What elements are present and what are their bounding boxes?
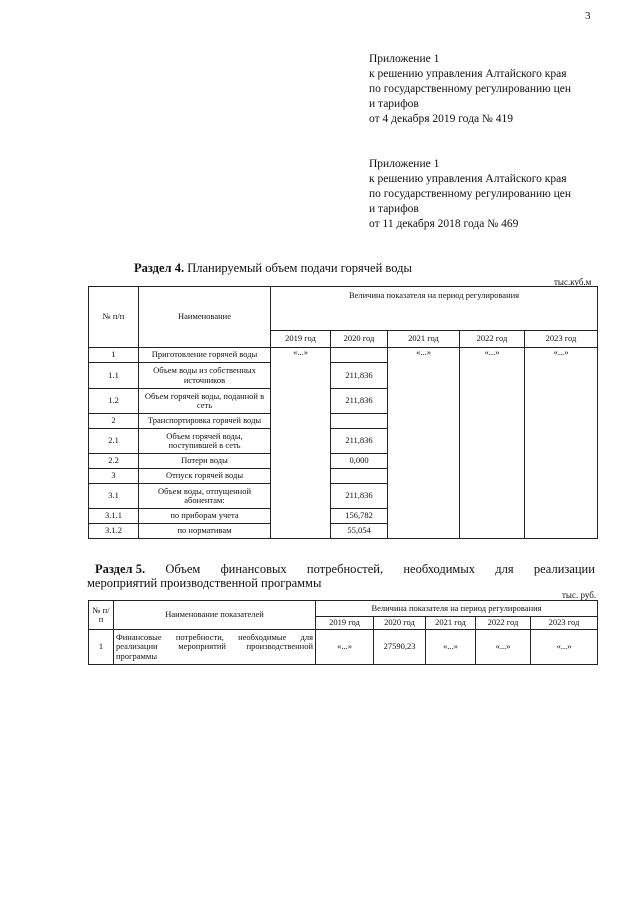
cell-2020: 211,836: [331, 484, 388, 509]
section-5-unit: тыс. руб.: [562, 590, 597, 600]
appendix-line: от 4 декабря 2019 года № 419: [369, 113, 514, 125]
cell-2020: 27590,23: [374, 630, 426, 665]
cell-2020: 211,836: [331, 429, 388, 454]
cell-2020: 55,054: [331, 524, 388, 539]
page-number: 3: [585, 10, 591, 22]
row-name: Объем воды, отпущенной абонентам:: [139, 484, 271, 509]
cell-2020: 211,836: [331, 363, 388, 389]
cell-2020: 156,782: [331, 509, 388, 524]
table-row: [89, 348, 598, 363]
row-name: Приготовление горячей воды: [139, 348, 271, 363]
title-word: потребностей,: [306, 562, 384, 576]
row-num: 1.2: [89, 389, 139, 414]
col-header-period: Величина показателя на период регулирования: [271, 287, 598, 331]
cell-2022: «...»: [476, 630, 531, 665]
appendix-line: к решению управления Алтайского края: [369, 173, 567, 185]
col-header-name: Наименование: [139, 287, 271, 348]
col-header-year: 2023 год: [531, 617, 598, 630]
cell-2022: «...»: [460, 348, 525, 539]
row-num: 3.1.2: [89, 524, 139, 539]
row-name: Объем горячей воды, поданной в сеть: [139, 389, 271, 414]
title-word: Объем: [165, 562, 201, 576]
row-num: 1: [89, 630, 114, 665]
section-5-title: [87, 562, 595, 590]
col-header-year: 2019 год: [271, 331, 331, 348]
row-num: 2: [89, 414, 139, 429]
col-header-num: № п/п: [89, 287, 139, 348]
row-name: Транспортировка горячей воды: [139, 414, 271, 429]
row-num: 2.1: [89, 429, 139, 454]
col-header-year: 2020 год: [331, 331, 388, 348]
row-num: 3: [89, 469, 139, 484]
cell-2019: «...»: [271, 348, 331, 539]
row-num: 2.2: [89, 454, 139, 469]
row-name: по приборам учета: [139, 509, 271, 524]
cell-2020: [331, 469, 388, 484]
row-num: 3.1.1: [89, 509, 139, 524]
section-4-unit: тыс.куб.м: [554, 277, 592, 287]
appendix-header-previous: [369, 157, 609, 232]
appendix-line: Приложение 1: [369, 158, 440, 170]
col-header-period: Величина показателя на период регулирования: [316, 601, 598, 617]
row-name: Финансовые потребности, необходимые для реализации мероприятий производственной программы: [114, 630, 316, 665]
cell-2020: [331, 414, 388, 429]
appendix-line: к решению управления Алтайского края: [369, 68, 567, 80]
appendix-header-current: [369, 52, 609, 127]
appendix-line: по государственному регулированию цен: [369, 188, 572, 200]
section-4-heading: Планируемый объем подачи горячей воды: [187, 261, 412, 275]
appendix-line: и тарифов: [369, 98, 419, 110]
appendix-line: от 11 декабря 2018 года № 469: [369, 218, 519, 230]
col-header-year: 2023 год: [525, 331, 598, 348]
row-name: Объем воды из собственных источников: [139, 363, 271, 389]
col-header-year: 2019 год: [316, 617, 374, 630]
row-num: 1: [89, 348, 139, 363]
col-header-num: № п/п: [89, 601, 114, 630]
row-name: Объем горячей воды, поступившей в сеть: [139, 429, 271, 454]
cell-2023: «...»: [525, 348, 598, 539]
appendix-line: и тарифов: [369, 203, 419, 215]
section-5-heading-line2: мероприятий производственной программы: [87, 576, 322, 590]
col-header-year: 2020 год: [374, 617, 426, 630]
cell-2021: «...»: [426, 630, 476, 665]
section-5-label: Раздел 5.: [95, 562, 146, 576]
water-volume-table: [88, 286, 598, 539]
section-4-label: Раздел 4.: [134, 261, 185, 275]
cell-2020: 0,000: [331, 454, 388, 469]
col-header-year: 2022 год: [476, 617, 531, 630]
appendix-line: по государственному регулированию цен: [369, 83, 572, 95]
cell-2020: 211,836: [331, 389, 388, 414]
col-header-year: 2021 год: [388, 331, 460, 348]
col-header-year: 2022 год: [460, 331, 525, 348]
row-name: Потери воды: [139, 454, 271, 469]
row-num: 3.1: [89, 484, 139, 509]
col-header-year: 2021 год: [426, 617, 476, 630]
appendix-line: Приложение 1: [369, 53, 440, 65]
row-num: 1.1: [89, 363, 139, 389]
table-row: [89, 630, 598, 665]
title-word: финансовых: [220, 562, 287, 576]
title-word: реализации: [533, 562, 595, 576]
title-word: для: [495, 562, 514, 576]
col-header-name: Наименование показателей: [114, 601, 316, 630]
cell-2020: [331, 348, 388, 363]
row-name: Отпуск горячей воды: [139, 469, 271, 484]
cell-2023: «...»: [531, 630, 598, 665]
cell-2021: «...»: [388, 348, 460, 539]
section-4-title: [134, 261, 412, 276]
row-name: по нормативам: [139, 524, 271, 539]
cell-2019: «...»: [316, 630, 374, 665]
title-word: необходимых: [403, 562, 475, 576]
financial-needs-table: [88, 600, 598, 665]
